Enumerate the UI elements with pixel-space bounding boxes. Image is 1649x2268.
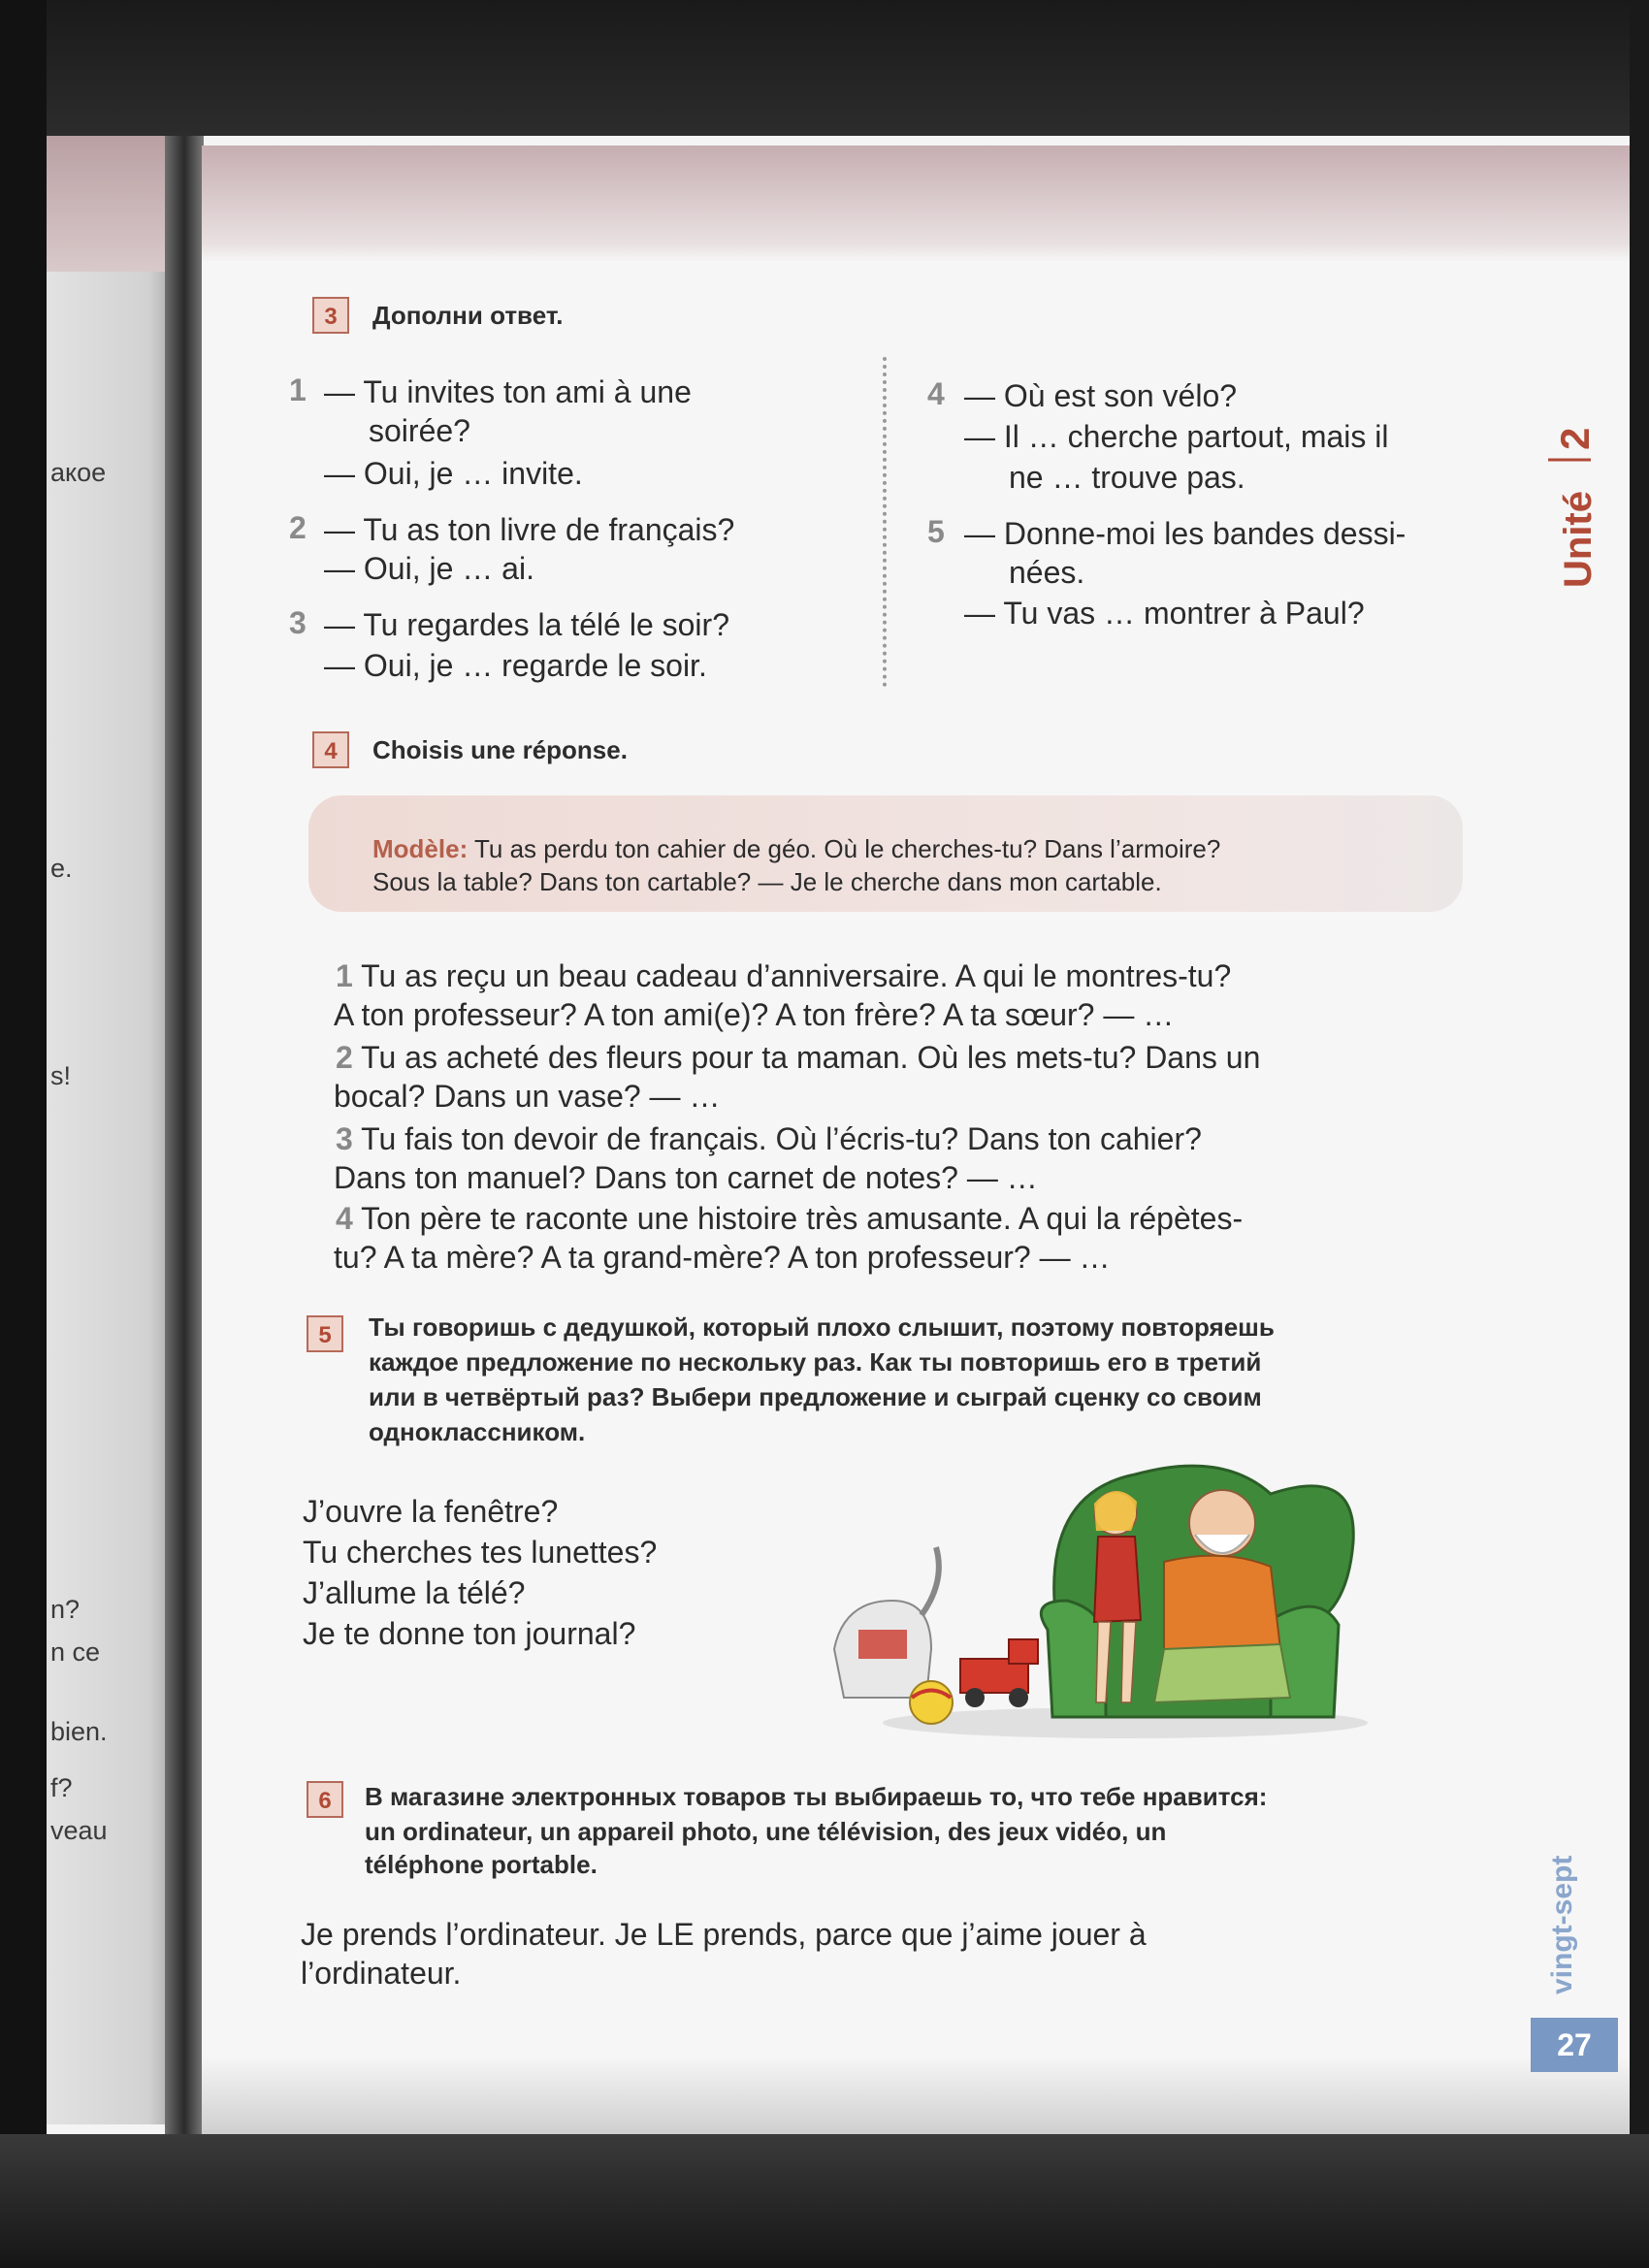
ex3-item-line: ne … trouve pas. — [1009, 460, 1245, 495]
model-line-2: Sous la table? Dans ton cartable? — Je le cherche dans mon cartable. — [372, 867, 1162, 896]
exercise-5-instruction-line: каждое предложение по нескольку раз. Как ты повторишь его в третий — [369, 1347, 1262, 1377]
ex4-item-number: 1 — [336, 958, 353, 993]
unit-label-text: Unité — [1557, 491, 1600, 588]
book-spine — [165, 136, 204, 2134]
model-line-1 — [372, 832, 1220, 865]
exercise-4-title: Choisis une réponse. — [372, 735, 628, 764]
ex3-item-line: — Il … cherche partout, mais il — [964, 419, 1389, 454]
exercise-6-number: 6 — [307, 1781, 343, 1818]
ex5-sentence: J’ouvre la fenêtre? — [303, 1494, 559, 1529]
prev-page-fragment: n? — [50, 1595, 81, 1624]
ex3-item-line: — Oui, je … ai. — [324, 551, 534, 586]
ex3-item-number: 5 — [927, 514, 945, 549]
ex4-item-line: Dans ton manuel? Dans ton carnet de notes? — … — [334, 1160, 1038, 1195]
exercise-5-number: 5 — [307, 1315, 343, 1352]
exercise-6-instruction-line: un ordinateur, un appareil photo, une télévision, des jeux vidéo, un — [365, 1817, 1167, 1846]
ex4-item-number: 3 — [336, 1121, 353, 1156]
ex3-item-line: — Oui, je … invite. — [324, 456, 583, 491]
prev-page-fragment: f? — [50, 1773, 73, 1802]
page-word: vingt-sept — [1546, 1855, 1578, 1994]
exercise-3-number: 3 — [312, 297, 349, 334]
ex4-item-line: bocal? Dans un vase? — … — [334, 1079, 721, 1114]
ex3-item-number: 2 — [289, 510, 307, 545]
ex4-item-text: Ton père te raconte une histoire très amusante. A qui la répètes- — [352, 1201, 1244, 1236]
prev-page-fragment: bien. — [50, 1717, 108, 1746]
ex4-item-line: tu? A ta mère? A ta grand-mère? A ton professeur? — … — [334, 1240, 1111, 1275]
page-bottom-shadow — [202, 2057, 1630, 2134]
scan-border-bottom — [0, 2134, 1649, 2268]
scan-border-left — [0, 0, 47, 2268]
prev-page-fragment: n ce — [50, 1637, 101, 1667]
column-divider — [883, 357, 887, 687]
ex4-item — [336, 1038, 1260, 1077]
model-text: Tu as perdu ton cahier de géo. Où le cherches-tu? Dans l’armoire? — [468, 834, 1221, 863]
prev-page-fragment: акое — [50, 458, 107, 487]
exercise-3-title: Дополни ответ. — [372, 301, 564, 330]
ex4-item — [336, 956, 1231, 995]
ex5-sentence: Tu cherches tes lunettes? — [303, 1535, 658, 1570]
grandfather-girl-illustration — [815, 1455, 1377, 1746]
scan-border-top — [0, 0, 1649, 136]
prev-page-fragment: s! — [50, 1061, 72, 1090]
prev-page-fragment: e. — [50, 854, 73, 883]
ex3-item-line: — Oui, je … regarde le soir. — [324, 648, 707, 683]
exercise-6-instruction-line: téléphone portable. — [365, 1850, 598, 1879]
exercise-5-instruction-line: или в четвёртый раз? Выбери предложение и сыграй сценку со своим — [369, 1382, 1262, 1411]
ex4-item-text: Tu as acheté des fleurs pour ta maman. Où les mets-tu? Dans un — [352, 1040, 1261, 1075]
ex3-item-number: 3 — [289, 605, 307, 640]
ex5-sentence: Je te donne ton journal? — [303, 1616, 636, 1651]
unit-number: 2 — [1552, 427, 1598, 450]
ex3-item-line: nées. — [1009, 555, 1085, 590]
ex5-sentence: J’allume la télé? — [303, 1575, 526, 1610]
ex3-item-line: — Tu as ton livre de français? — [324, 512, 735, 547]
ex6-example-line: l’ordinateur. — [301, 1956, 462, 1991]
ex3-item-line: — Tu regardes la télé le soir? — [324, 607, 729, 642]
ex4-item-number: 4 — [336, 1201, 353, 1236]
ex3-item-number: 4 — [927, 376, 945, 411]
page-top-band — [202, 146, 1630, 262]
exercise-4-number: 4 — [312, 731, 349, 768]
scan-border-right — [1630, 0, 1649, 2268]
ex3-item-line: — Tu vas … montrer à Paul? — [964, 596, 1365, 631]
ex4-item — [336, 1199, 1243, 1238]
ex3-item-line: — Tu invites ton ami à une — [324, 374, 692, 409]
ex3-item-line: soirée? — [369, 413, 470, 448]
ex4-item-text: Tu as reçu un beau cadeau d’anniversaire. A qui le montres-tu? — [352, 958, 1232, 993]
ex3-item-number: 1 — [289, 373, 307, 407]
exercise-5-instruction-line: одноклассником. — [369, 1417, 586, 1446]
prev-page-fragment: veau — [50, 1816, 108, 1845]
ex4-item-line: A ton professeur? A ton ami(e)? A ton frère? A ta sœur? — … — [334, 997, 1175, 1032]
page-word-vertical — [1535, 1814, 1583, 1998]
unit-label — [1527, 411, 1614, 615]
page-number: 27 — [1531, 2018, 1618, 2072]
ex4-item-number: 2 — [336, 1040, 353, 1075]
exercise-6-instruction-line: В магазине электронных товаров ты выбираешь то, что тебе нравится: — [365, 1782, 1268, 1811]
ex3-item-line: — Où est son vélo? — [964, 378, 1238, 413]
model-label: Modèle: — [372, 834, 469, 863]
ex4-item-text: Tu fais ton devoir de français. Où l’écris-tu? Dans ton cahier? — [352, 1121, 1202, 1156]
ex4-item — [336, 1119, 1202, 1158]
ex3-item-line: — Donne-moi les bandes dessi- — [964, 516, 1406, 551]
ex6-example-line: Je prends l’ordinateur. Je LE prends, parce que j’aime jouer à — [301, 1917, 1147, 1952]
exercise-5-instruction-line: Ты говоришь с дедушкой, который плохо слышит, поэтому повторяешь — [369, 1312, 1275, 1342]
